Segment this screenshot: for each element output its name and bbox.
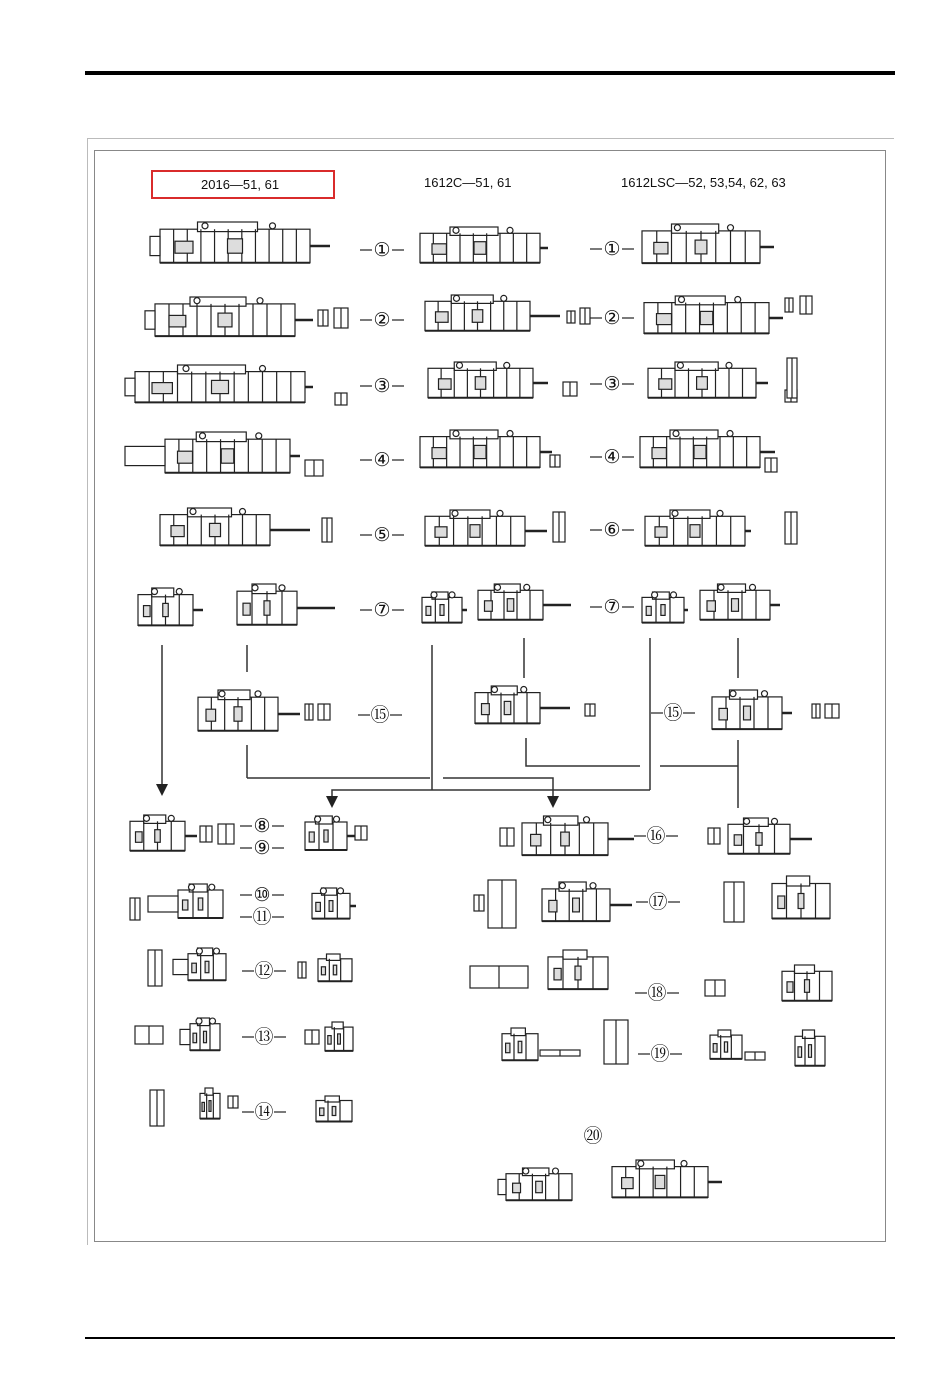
transmission-drawing bbox=[548, 950, 608, 989]
step-marker-8: ⑧ bbox=[253, 815, 271, 837]
transmission-drawing bbox=[478, 584, 571, 620]
step-marker-7: ⑦ bbox=[603, 596, 621, 618]
transmission-drawing bbox=[173, 948, 226, 980]
footer-rule bbox=[85, 1337, 895, 1339]
step-marker-9: ⑨ bbox=[253, 837, 271, 859]
step-marker-13: ⑬ bbox=[254, 1026, 274, 1048]
transmission-drawing bbox=[148, 884, 223, 918]
transmission-drawing bbox=[125, 365, 313, 402]
loose-component bbox=[470, 966, 528, 988]
loose-component bbox=[305, 704, 313, 720]
transmission-drawing bbox=[316, 1096, 352, 1122]
loose-component bbox=[335, 393, 347, 405]
flow-line bbox=[526, 738, 640, 766]
step-marker-5: ⑤ bbox=[373, 524, 391, 546]
transmission-drawing bbox=[130, 815, 197, 851]
transmission-drawing bbox=[710, 1030, 742, 1059]
transmission-drawing bbox=[200, 1088, 220, 1119]
step-marker-15: ⑮ bbox=[370, 704, 390, 726]
loose-component bbox=[550, 455, 560, 467]
transmission-drawing bbox=[318, 954, 352, 981]
loose-component bbox=[130, 898, 140, 920]
step-marker-7: ⑦ bbox=[373, 599, 391, 621]
loose-component bbox=[488, 880, 516, 928]
transmission-drawing bbox=[180, 1018, 220, 1050]
transmission-drawing bbox=[150, 222, 330, 263]
transmission-drawing bbox=[425, 510, 547, 546]
loose-component bbox=[540, 1050, 580, 1056]
transmission-drawing bbox=[782, 965, 832, 1001]
loose-component bbox=[567, 311, 575, 323]
loose-component bbox=[708, 828, 720, 844]
loose-component bbox=[500, 828, 514, 846]
step-marker-14: ⑭ bbox=[254, 1101, 274, 1123]
transmission-drawing bbox=[612, 1160, 722, 1197]
loose-component bbox=[298, 962, 306, 978]
loose-component bbox=[305, 460, 323, 476]
transmission-drawing bbox=[325, 1022, 353, 1051]
loose-component bbox=[800, 296, 812, 314]
transmission-drawing bbox=[522, 816, 634, 855]
transmission-drawing bbox=[420, 430, 552, 467]
step-marker-4: ④ bbox=[373, 449, 391, 471]
transmission-drawing bbox=[305, 816, 355, 850]
transmission-drawing bbox=[428, 362, 548, 398]
loose-component bbox=[745, 1052, 765, 1060]
step-marker-1: ① bbox=[373, 239, 391, 261]
loose-component bbox=[585, 704, 595, 716]
transmission-drawing bbox=[237, 584, 335, 625]
transmission-drawing bbox=[645, 510, 751, 546]
step-marker-15: ⑮ bbox=[663, 702, 683, 724]
loose-component bbox=[334, 308, 348, 328]
transmission-drawing bbox=[542, 882, 632, 921]
transmission-drawing bbox=[772, 876, 830, 919]
model-label-1612lsc: 1612LSC—52, 53,54, 62, 63 bbox=[621, 175, 786, 190]
step-marker-17: ⑰ bbox=[648, 891, 668, 913]
transmission-drawing bbox=[312, 888, 356, 919]
loose-component bbox=[355, 826, 367, 840]
loose-component bbox=[228, 1096, 238, 1108]
transmission-drawing bbox=[712, 690, 792, 729]
transmission-drawing bbox=[138, 588, 203, 625]
loose-component bbox=[724, 882, 744, 922]
transmission-drawing bbox=[728, 818, 812, 854]
step-marker-20: ⑳ bbox=[583, 1125, 603, 1147]
loose-component bbox=[318, 704, 330, 720]
loose-component bbox=[812, 704, 820, 718]
loose-component bbox=[135, 1026, 163, 1044]
step-marker-16: ⑯ bbox=[646, 825, 666, 847]
loose-component bbox=[825, 704, 839, 718]
transmission-drawing bbox=[502, 1028, 538, 1060]
loose-component bbox=[785, 298, 793, 312]
model-label-1612c: 1612C—51, 61 bbox=[424, 175, 512, 190]
loose-component bbox=[705, 980, 725, 996]
step-marker-3: ③ bbox=[603, 373, 621, 395]
loose-component bbox=[765, 458, 777, 472]
transmission-drawing bbox=[160, 508, 310, 545]
transmission-drawing bbox=[420, 227, 548, 263]
loose-component bbox=[200, 826, 212, 842]
transmission-drawing bbox=[648, 362, 768, 398]
transmission-drawing bbox=[498, 1168, 572, 1200]
loose-component bbox=[787, 358, 797, 398]
transmission-drawing bbox=[644, 296, 783, 333]
transmission-drawing bbox=[475, 686, 570, 723]
flow-line bbox=[332, 790, 432, 802]
step-marker-18: ⑱ bbox=[647, 982, 667, 1004]
transmission-drawing bbox=[640, 430, 775, 467]
step-marker-12: ⑫ bbox=[254, 960, 274, 982]
transmission-drawing bbox=[700, 584, 780, 620]
step-marker-19: ⑲ bbox=[650, 1043, 670, 1065]
transmission-drawing bbox=[198, 690, 300, 731]
loose-component bbox=[785, 512, 797, 544]
loose-component bbox=[218, 824, 234, 844]
step-marker-3: ③ bbox=[373, 375, 391, 397]
step-marker-11: ⑪ bbox=[252, 906, 272, 928]
loose-component bbox=[148, 950, 162, 986]
step-marker-2: ② bbox=[603, 307, 621, 329]
transmission-drawing bbox=[145, 297, 313, 336]
transmission-drawing bbox=[642, 224, 774, 263]
loose-component bbox=[150, 1090, 164, 1126]
transmission-drawing bbox=[422, 592, 467, 623]
loose-component bbox=[604, 1020, 628, 1064]
transmission-drawing bbox=[125, 432, 300, 473]
transmission-drawing bbox=[795, 1030, 825, 1066]
loose-component bbox=[318, 310, 328, 326]
step-marker-1: ① bbox=[603, 238, 621, 260]
step-marker-2: ② bbox=[373, 309, 391, 331]
loose-component bbox=[305, 1030, 319, 1044]
transmission-drawing bbox=[642, 592, 688, 623]
loose-component bbox=[563, 382, 577, 396]
step-marker-4: ④ bbox=[603, 446, 621, 468]
step-marker-10: ⑩ bbox=[253, 884, 271, 906]
transmission-drawing bbox=[425, 295, 560, 331]
loose-component bbox=[580, 308, 590, 324]
loose-component bbox=[474, 895, 484, 911]
transmission-part-drawings bbox=[125, 222, 839, 1200]
loose-component bbox=[553, 512, 565, 542]
loose-component bbox=[322, 518, 332, 542]
step-marker-6: ⑥ bbox=[603, 519, 621, 541]
model-label-2016: 2016—51, 61 bbox=[201, 177, 280, 192]
